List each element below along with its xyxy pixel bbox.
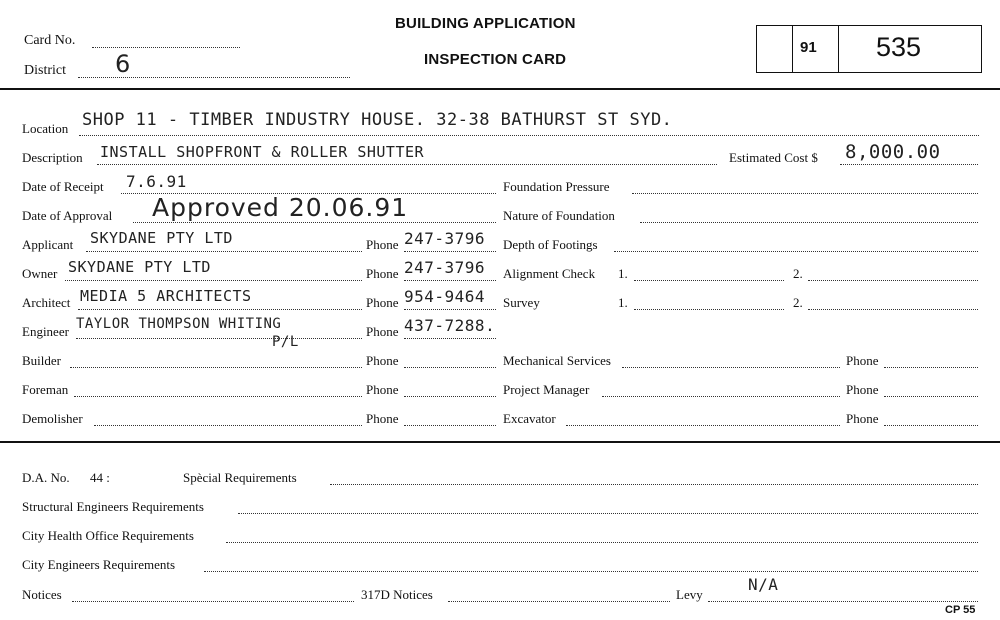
estimated-cost-label: Estimated Cost $: [729, 150, 818, 165]
divider: [0, 441, 1000, 443]
engineer-value-line2: P/L: [272, 334, 299, 350]
engineer-phone-field[interactable]: [404, 338, 496, 339]
alignment-2-label: 2.: [793, 266, 803, 281]
survey-2-field[interactable]: [808, 309, 978, 310]
pm-phone-label: Phone: [846, 382, 879, 397]
structural-field[interactable]: [238, 513, 978, 514]
survey-2-label: 2.: [793, 295, 803, 310]
applicant-phone-field[interactable]: [404, 251, 496, 252]
foreman-label: Foreman: [22, 382, 69, 397]
notices-field[interactable]: [72, 601, 354, 602]
structural-label: Structural Engineers Requirements: [22, 499, 204, 514]
alignment-1-label: 1.: [618, 266, 628, 281]
box-divider: [792, 25, 793, 73]
notices-label: Notices: [22, 587, 62, 602]
applicant-phone-label: Phone: [366, 237, 399, 252]
location-field[interactable]: [79, 135, 979, 136]
card-no-label: Card No.: [24, 33, 76, 48]
special-field[interactable]: [330, 484, 978, 485]
owner-label: Owner: [22, 266, 58, 281]
da-label: D.A. No.: [22, 470, 70, 485]
excavator-phone-label: Phone: [846, 411, 879, 426]
builder-field[interactable]: [70, 367, 362, 368]
title-line1: BUILDING APPLICATION: [395, 15, 576, 32]
architect-phone-value: 954-9464: [404, 287, 486, 306]
engineer-field[interactable]: [76, 338, 362, 339]
builder-label: Builder: [22, 353, 61, 368]
depth-field[interactable]: [614, 251, 978, 252]
receipt-value: 7.6.91: [126, 172, 187, 191]
alignment-2-field[interactable]: [808, 280, 978, 281]
nature-foundation-field[interactable]: [640, 222, 978, 223]
location-value: SHOP 11 - TIMBER INDUSTRY HOUSE. 32-38 BATHURST ST SYD.: [82, 110, 673, 130]
engineer-label: Engineer: [22, 324, 69, 339]
architect-phone-label: Phone: [366, 295, 399, 310]
survey-label: Survey: [503, 295, 540, 310]
foundation-pressure-label: Foundation Pressure: [503, 179, 610, 194]
health-label: City Health Office Requirements: [22, 528, 194, 543]
builder-phone-label: Phone: [366, 353, 399, 368]
alignment-label: Alignment Check: [503, 266, 596, 281]
mech-field[interactable]: [622, 367, 840, 368]
applicant-label: Applicant: [22, 237, 74, 252]
da-value: 44 :: [90, 470, 110, 485]
foundation-pressure-field[interactable]: [632, 193, 978, 194]
description-label: Description: [22, 150, 83, 165]
mech-label: Mechanical Services: [503, 353, 611, 368]
card-no-field[interactable]: [92, 47, 240, 48]
mech-phone-label: Phone: [846, 353, 879, 368]
engineer-phone-label: Phone: [366, 324, 399, 339]
mech-phone-field[interactable]: [884, 367, 978, 368]
notices-317d-field[interactable]: [448, 601, 670, 602]
applicant-field[interactable]: [86, 251, 362, 252]
approval-field[interactable]: [133, 222, 496, 223]
approval-value: Approved 20.06.91: [152, 193, 409, 222]
architect-value: MEDIA 5 ARCHITECTS: [80, 287, 252, 305]
description-field[interactable]: [97, 164, 717, 165]
demolisher-label: Demolisher: [22, 411, 83, 426]
owner-value: SKYDANE PTY LTD: [68, 258, 211, 276]
architect-phone-field[interactable]: [404, 309, 496, 310]
demolisher-field[interactable]: [94, 425, 362, 426]
engineers-req-field[interactable]: [204, 571, 978, 572]
excavator-phone-field[interactable]: [884, 425, 978, 426]
levy-field[interactable]: [708, 601, 978, 602]
owner-phone-label: Phone: [366, 266, 399, 281]
description-value: INSTALL SHOPFRONT & ROLLER SHUTTER: [100, 143, 425, 161]
title-line2: INSPECTION CARD: [424, 51, 567, 68]
levy-value: N/A: [748, 575, 779, 594]
district-value: 6: [115, 50, 132, 78]
engineer-value: TAYLOR THOMPSON WHITING: [76, 316, 282, 332]
levy-label: Levy: [676, 587, 703, 602]
depth-label: Depth of Footings: [503, 237, 598, 252]
excavator-label: Excavator: [503, 411, 556, 426]
architect-field[interactable]: [78, 309, 362, 310]
foreman-phone-field[interactable]: [404, 396, 496, 397]
applicant-phone-value: 247-3796: [404, 229, 486, 248]
health-field[interactable]: [226, 542, 978, 543]
special-label: Spècial Requirements: [183, 470, 297, 485]
pm-phone-field[interactable]: [884, 396, 978, 397]
district-label: District: [24, 63, 66, 78]
notices-317d-label: 317D Notices: [361, 587, 433, 602]
demolisher-phone-label: Phone: [366, 411, 399, 426]
owner-phone-field[interactable]: [404, 280, 496, 281]
owner-field[interactable]: [65, 280, 362, 281]
card-number: 535: [876, 32, 922, 62]
survey-1-label: 1.: [618, 295, 628, 310]
pm-field[interactable]: [602, 396, 840, 397]
foreman-field[interactable]: [74, 396, 362, 397]
divider: [0, 88, 1000, 90]
builder-phone-field[interactable]: [404, 367, 496, 368]
estimated-cost-value: 8,000.00: [845, 141, 941, 163]
owner-phone-value: 247-3796: [404, 258, 486, 277]
box-divider: [838, 25, 839, 73]
engineers-req-label: City Engineers Requirements: [22, 557, 176, 572]
nature-foundation-label: Nature of Foundation: [503, 208, 615, 223]
engineer-phone-value: 437-7288.: [404, 316, 496, 335]
architect-label: Architect: [22, 295, 71, 310]
pm-label: Project Manager: [503, 382, 590, 397]
survey-1-field[interactable]: [634, 309, 784, 310]
excavator-field[interactable]: [566, 425, 840, 426]
receipt-label: Date of Receipt: [22, 179, 104, 194]
foreman-phone-label: Phone: [366, 382, 399, 397]
card-number-box: [756, 25, 982, 73]
alignment-1-field[interactable]: [634, 280, 784, 281]
demolisher-phone-field[interactable]: [404, 425, 496, 426]
estimated-cost-field[interactable]: [840, 164, 978, 165]
approval-label: Date of Approval: [22, 208, 113, 223]
card-year: 91: [800, 39, 817, 56]
location-label: Location: [22, 121, 69, 136]
applicant-value: SKYDANE PTY LTD: [90, 229, 233, 247]
form-code: CP 55: [945, 604, 976, 616]
